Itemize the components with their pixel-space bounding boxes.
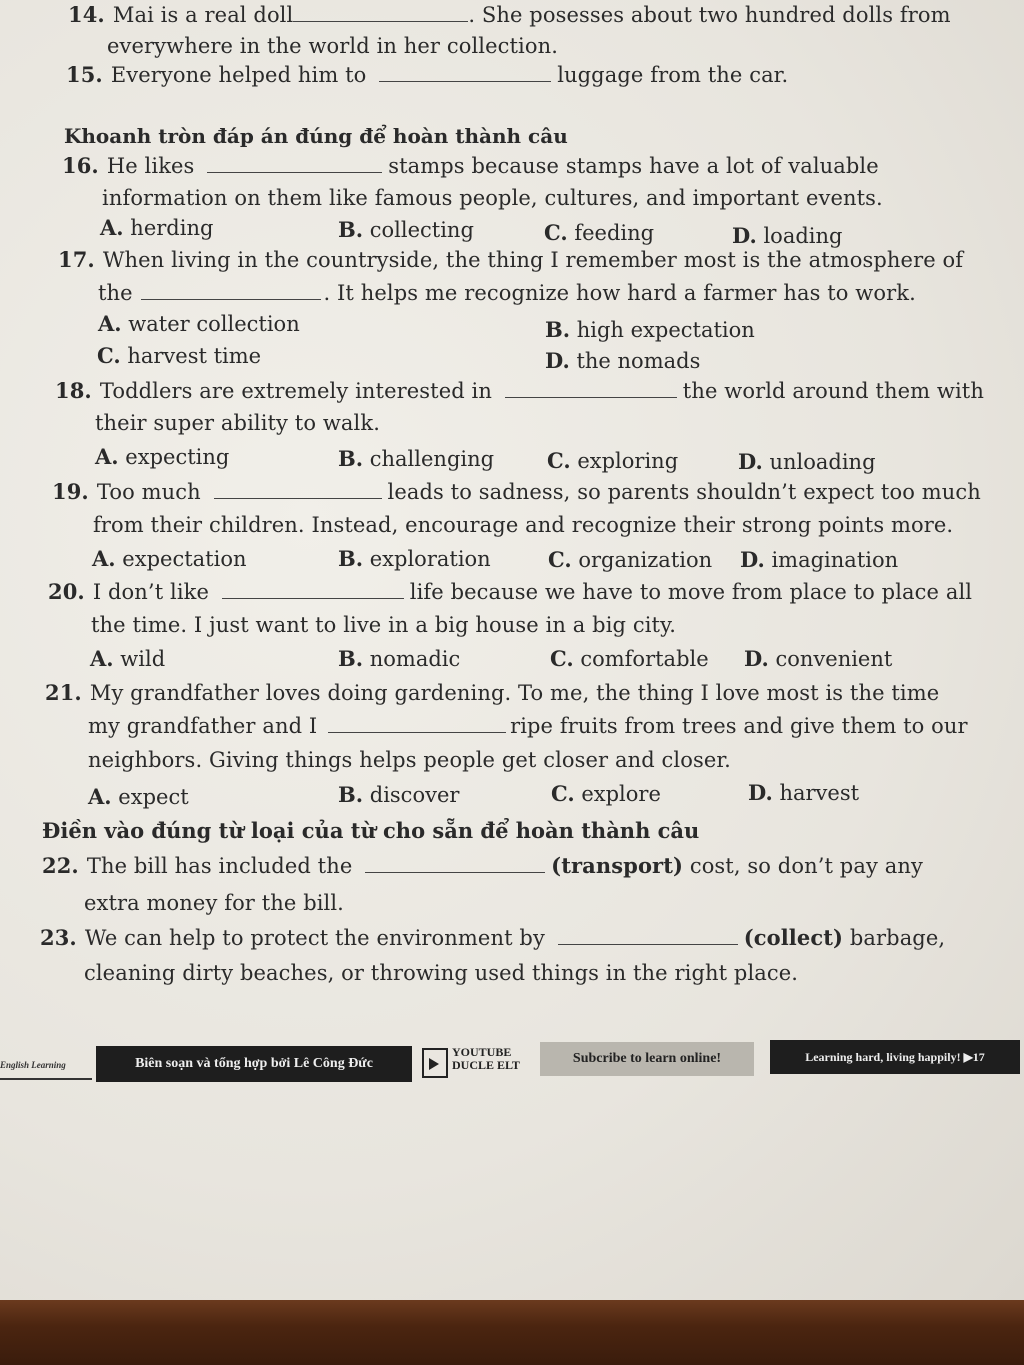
q17-line1: 17. When living in the countryside, the thing I remember most is the atmosphere of [58,247,964,272]
q20-line1: 20. I don’t like life because we have to move from place to place all [48,579,973,604]
q23-line2: cleaning dirty beaches, or throwing used things in the right place. [84,961,799,985]
q21-option-a[interactable]: A. expect [88,784,189,809]
subscribe-banner[interactable]: Subcribe to learn online! [540,1042,754,1076]
q21-line3: neighbors. Giving things helps people get closer and closer. [88,748,731,772]
q20-option-c[interactable]: C. comfortable [550,646,709,671]
q21-line1: 21. My grandfather loves doing gardening. To me, the thing I love most is the time [45,680,940,705]
q22-line2: extra money for the bill. [84,891,344,915]
q21-option-d[interactable]: D. harvest [748,780,860,805]
q19-option-b[interactable]: B. exploration [338,546,491,571]
wooden-table [0,1300,1024,1365]
q17-line2: the . It helps me recognize how hard a farmer has to work. [98,281,916,305]
q18-option-b[interactable]: B. challenging [338,446,495,471]
page-number: ▶17 [963,1050,985,1064]
answer-blank[interactable] [141,283,321,300]
answer-blank[interactable] [222,582,404,599]
footer-bar [0,1040,1024,1090]
q21-line2: my grandfather and I ripe fruits from trees and give them to our [88,714,968,738]
q18-line1: 18. Toddlers are extremely interested in the world around them with [55,378,984,403]
answer-blank[interactable] [293,5,468,22]
q16-line2: information on them like famous people, cultures, and important events. [102,186,883,210]
answer-blank[interactable] [214,482,382,499]
q19-option-a[interactable]: A. expectation [92,546,247,571]
q18-option-c[interactable]: C. exploring [547,448,679,473]
q20-option-d[interactable]: D. convenient [744,646,893,671]
q19-line1: 19. Too much leads to sadness, so parents shouldn’t expect too much [52,479,981,504]
answer-blank[interactable] [505,381,677,398]
q20-line2: the time. I just want to live in a big house in a big city. [91,613,677,637]
q16-option-a[interactable]: A. herding [100,215,214,240]
q20-option-b[interactable]: B. nomadic [338,646,461,671]
q16-option-d[interactable]: D. loading [732,223,843,248]
answer-blank[interactable] [558,928,738,945]
q17-option-b[interactable]: B. high expectation [545,317,755,342]
section-heading-fill: Điền vào đúng từ loại của từ cho sẵn để hoàn thành câu [42,818,700,843]
credit-banner: Biên soạn và tổng hợp bởi Lê Công Đức [96,1046,412,1082]
q18-option-a[interactable]: A. expecting [95,444,230,469]
answer-blank[interactable] [365,856,545,873]
youtube-channel: YOUTUBE DUCLE ELT [452,1045,520,1072]
q19-option-d[interactable]: D. imagination [740,547,899,572]
q17-option-c[interactable]: C. harvest time [97,343,262,368]
q16-option-c[interactable]: C. feeding [544,220,655,245]
q16-option-b[interactable]: B. collecting [338,217,474,242]
q18-option-d[interactable]: D. unloading [738,449,876,474]
answer-blank[interactable] [328,716,506,733]
q14-line2: everywhere in the world in her collection. [107,34,558,58]
q22-line1: 22. The bill has included the (transport) cost, so don’t pay any [42,853,923,878]
q16-line1: 16. He likes stamps because stamps have a lot of valuable [62,153,879,178]
q14-line1: 14. Mai is a real doll . She posesses about two hundred dolls from [68,2,951,27]
q17-option-d[interactable]: D. the nomads [545,348,701,373]
answer-blank[interactable] [207,156,382,173]
q21-option-b[interactable]: B. discover [338,782,460,807]
section-heading-circle: Khoanh tròn đáp án đúng để hoàn thành câu [64,124,568,148]
q23-line1: 23. We can help to protect the environment by (collect) barbage, [40,925,946,950]
q17-option-a[interactable]: A. water collection [98,311,300,336]
youtube-icon [422,1048,448,1078]
q15-line1: 15. Everyone helped him to luggage from the car. [66,62,789,87]
q18-line2: their super ability to walk. [95,411,380,435]
q21-option-c[interactable]: C. explore [551,781,661,806]
q19-line2: from their children. Instead, encourage and recognize their strong points more. [93,513,954,537]
q20-option-a[interactable]: A. wild [90,646,166,671]
logo: English Learning [0,1052,92,1080]
motto-banner: Learning hard, living happily! ▶17 [770,1040,1020,1074]
answer-blank[interactable] [379,65,551,82]
q19-option-c[interactable]: C. organization [548,547,713,572]
